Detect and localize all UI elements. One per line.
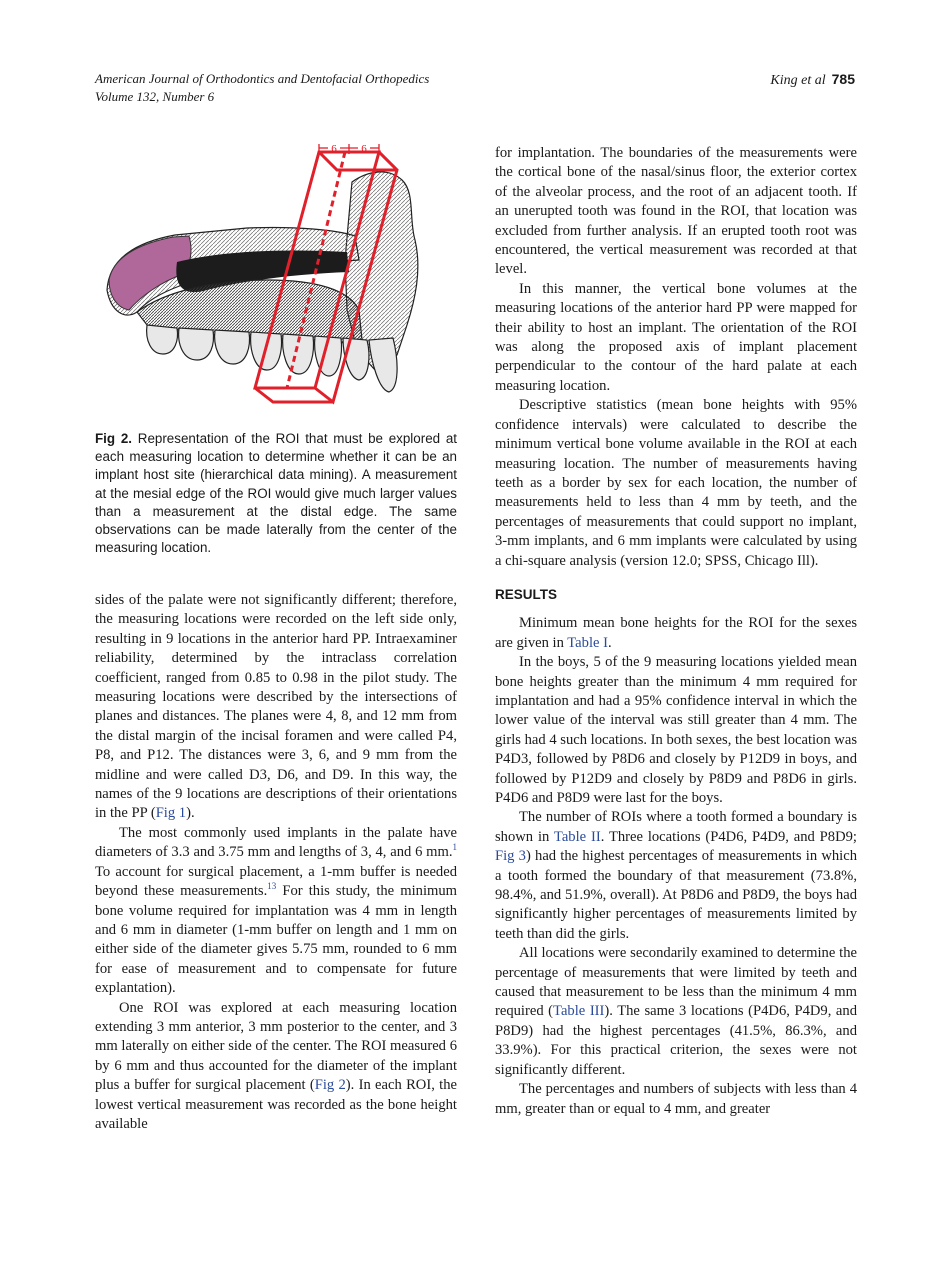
fig-1-link[interactable]: Fig 1 — [155, 805, 187, 822]
page-number: 785 — [831, 71, 855, 87]
dimension-label-2: 6 — [361, 143, 367, 155]
text-run: One ROI was explored at each measuring location extending 3 mm anterior, 3 mm posterior to the center, and 3 mm laterally on either side of the center. The ROI measured 6 by 6 mm and thus accounted for the diameter of the implant plus a buffer for surgical placement ( — [95, 999, 457, 1094]
right-column — [495, 144, 857, 1119]
text-run: . Three locations (P4D6, P4D9, and P8D9; — [600, 828, 857, 845]
paragraph: Descriptive statistics (mean bone heights with 95% confidence intervals) were calculated to describe the minimum vertical bone volume available in the ROI at each measuring location. The number of measurements having teeth as a border by sex for each location, the number of measurements held to less than 4 mm by teeth, and the percentages of measurements that could support no implant, 3-mm implants, and 6 mm implants were calculated by using a chi-square analysis (version 12.0; SPSS, Chicago Ill). — [495, 397, 857, 569]
figure-caption — [95, 430, 457, 557]
running-author: King et al — [770, 73, 826, 88]
paragraph — [95, 591, 457, 824]
paragraph: In this manner, the vertical bone volumes at the measuring locations of the anterior hard PP were mapped for their ability to host an implant. The orientation of the ROI was along the proposed axis of implant placement perpendicular to the contour of the hard palate at each measuring location. — [495, 280, 857, 394]
paragraph — [95, 824, 457, 999]
paragraph: The percentages and numbers of subjects with less than 4 mm, greater than or equal to 4 mm, and greater — [495, 1081, 857, 1117]
text-run: ). In each ROI, the lowest vertical measurement was recorded as the bone height available — [95, 1077, 457, 1132]
paragraph — [95, 999, 457, 1135]
text-run: ). — [186, 805, 195, 822]
text-run: Minimum mean bone heights for the ROI for the sexes are given in — [495, 615, 857, 651]
text-run: To account for surgical placement, a 1-mm buffer is needed beyond these measurements. — [95, 863, 457, 900]
text-run: The most commonly used implants in the palate have diameters of 3.3 and 3.75 mm and lengths of 3, 4, and 6 mm. — [95, 824, 457, 861]
running-header-left — [95, 70, 429, 106]
paragraph: for implantation. The boundaries of the measurements were the cortical bone of the nasal/sinus floor, the exterior cortex of the alveolar process, and the root of an adjacent tooth. If an unerupted tooth was found in the ROI, that location was excluded from further analysis. If an erupted tooth root was encountered, the vertical measurement was recorded at that level. — [495, 145, 857, 278]
dimension-label-1: 6 — [331, 143, 337, 155]
paragraph — [495, 614, 857, 653]
fig-2-link[interactable]: Fig 2 — [314, 1077, 346, 1094]
reference-13-link[interactable]: 13 — [267, 881, 277, 892]
caption-label: Fig 2. — [95, 431, 133, 446]
paragraph: In the boys, 5 of the 9 measuring locations yielded mean bone heights greater than the minimum 4 mm required for implantation and had a 95% confidence interval in which the lower value of the interval was still greater than 4 mm. The girls had 4 such locations. In both sexes, the best location was P4D3, followed by P8D6 and closely by P12D9 in boys, and followed by P12D9 and closely by P8D9 and P8D6 in girls. P4D6 and P8D9 were last for the boys. — [495, 654, 857, 806]
fig-3-link[interactable]: Fig 3 — [495, 848, 526, 865]
paragraph — [495, 808, 857, 944]
section-heading-results: RESULTS — [495, 586, 558, 602]
table-3-link[interactable]: Table III — [553, 1003, 605, 1020]
left-column — [95, 591, 457, 1134]
running-header-right — [770, 70, 855, 90]
figure-2-illustration — [97, 140, 459, 412]
text-run: ). The same 3 locations (P4D6, P4D9, and P8D9) had the highest percentages (41.5%, 86.3%, and 33.9%). For this practical criterion, the sexes were not significantly different. — [495, 1003, 857, 1078]
journal-volume: Volume 132, Number 6 — [95, 89, 215, 104]
journal-title: American Journal of Orthodontics and Dentofacial Orthopedics — [95, 71, 430, 86]
text-run: ) had the highest percentages of measurements in which a tooth formed the boundary of that measurement (73.8%, 98.4%, and 51.9%, overall). At P8D6 and P8D9, the boys had significantly higher percentages of measurements limited by teeth than did the girls. — [495, 848, 857, 942]
text-run: For this study, the minimum bone volume required for implantation was 4 mm in length and 6 mm in diameter (1-mm buffer on length and 1 mm on either side of the diameter gives 5.75 mm, rounded to 6 mm for ease of measurement and to compensate for future explantation). — [95, 883, 457, 997]
table-2-link[interactable]: Table II — [553, 828, 601, 845]
text-run: sides of the palate were not significantly different; therefore, the measuring locations were recorded on the left side only, resulting in 9 locations in the anterior hard PP. Intraexaminer reliability, determined by the intraclass correlation coefficient, ranged from 0.85 to 0.98 in the pilot study. The measuring locations were described by the intersections of planes and distances. The planes were 4, 8, and 12 mm from the distal margin of the incisal foramen and were called P4, P8, and P12. The distances were 3, 6, and 9 mm from the midline and were called D3, D6, and D9. In this way, the names of the 9 locations are descriptions of their orientations in the PP ( — [95, 592, 457, 822]
reference-1-link[interactable]: 1 — [452, 842, 457, 853]
text-run: . — [608, 634, 612, 651]
text-run: All locations were secondarily examined to determine the percentage of measurements that were limited by teeth and caused that measurement to be less than the minimum 4 mm required ( — [495, 945, 857, 1020]
maxilla-roi-diagram — [97, 140, 459, 412]
caption-text: Representation of the ROI that must be explored at each measuring location to determine whether it can be an implant host site (hierarchical data mining). A measurement at the mesial edge of the ROI would give much larger values than a measurement at the distal edge. The same observations can be made laterally from the center of the measuring location. — [95, 431, 458, 556]
text-run: The number of ROIs where a tooth formed a boundary is shown in — [495, 809, 857, 845]
paragraph — [495, 944, 857, 1080]
table-1-link[interactable]: Table I — [567, 634, 608, 651]
